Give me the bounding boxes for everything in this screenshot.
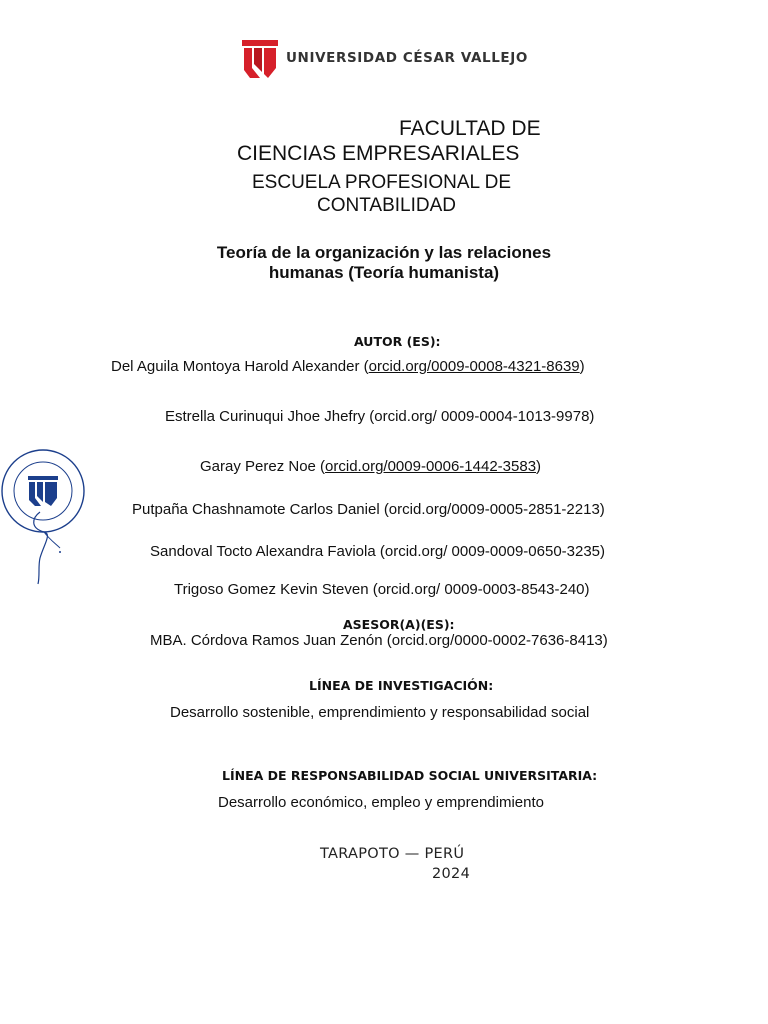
document-title-line-2: humanas (Teoría humanista) bbox=[268, 263, 500, 282]
research-seal bbox=[0, 448, 92, 588]
research-line-label: LÍNEA DE INVESTIGACIÓN: bbox=[309, 678, 494, 693]
place: TARAPOTO — PERÚ bbox=[320, 846, 465, 862]
research-seal-icon bbox=[0, 448, 92, 588]
school-line-2: CONTABILIDAD bbox=[317, 195, 457, 216]
faculty-line-2: CIENCIAS EMPRESARIALES bbox=[237, 142, 520, 165]
rsu-line-label: LÍNEA DE RESPONSABILIDAD SOCIAL UNIVERSITARIA: bbox=[222, 768, 598, 783]
faculty-line-1: FACULTAD DE bbox=[399, 117, 541, 140]
author-name: Del Aguila Montoya Harold Alexander ( bbox=[111, 358, 369, 375]
advisor-label: ASESOR(A)(ES): bbox=[343, 617, 455, 632]
research-line: Desarrollo sostenible, emprendimiento y responsabilidad social bbox=[170, 704, 590, 721]
author-row: Estrella Curinuqui Jhoe Jhefry (orcid.org/ 0009-0004-1013-9978) bbox=[165, 408, 595, 425]
author-close: ) bbox=[536, 458, 542, 475]
university-name: UNIVERSIDAD CÉSAR VALLEJO bbox=[286, 50, 528, 66]
document-title-line-1: Teoría de la organización y las relaciones bbox=[216, 243, 552, 262]
author-row: Trigoso Gomez Kevin Steven (orcid.org/ 0009-0003-8543-240) bbox=[174, 581, 590, 598]
university-logo bbox=[240, 38, 528, 80]
author-row bbox=[200, 458, 541, 475]
advisor-name: MBA. Córdova Ramos Juan Zenón (orcid.org/0000-0002-7636-8413) bbox=[150, 632, 608, 649]
authors-label: AUTOR (ES): bbox=[354, 334, 441, 349]
author-row: Putpaña Chashnamote Carlos Daniel (orcid.org/0009-0005-2851-2213) bbox=[132, 501, 605, 518]
year: 2024 bbox=[432, 866, 471, 882]
author-row: Sandoval Tocto Alexandra Faviola (orcid.org/ 0009-0009-0650-3235) bbox=[150, 543, 606, 560]
orcid-link[interactable]: orcid.org/0009-0006-1442-3583 bbox=[325, 458, 537, 475]
author-close: ) bbox=[579, 358, 585, 375]
ucv-logo-icon bbox=[240, 38, 280, 80]
author-name: Garay Perez Noe ( bbox=[200, 458, 326, 475]
rsu-line: Desarrollo económico, empleo y emprendimiento bbox=[218, 794, 544, 811]
school-line-1: ESCUELA PROFESIONAL DE bbox=[252, 172, 512, 193]
author-row bbox=[111, 358, 585, 375]
orcid-link[interactable]: orcid.org/0009-0008-4321-8639 bbox=[368, 358, 580, 375]
